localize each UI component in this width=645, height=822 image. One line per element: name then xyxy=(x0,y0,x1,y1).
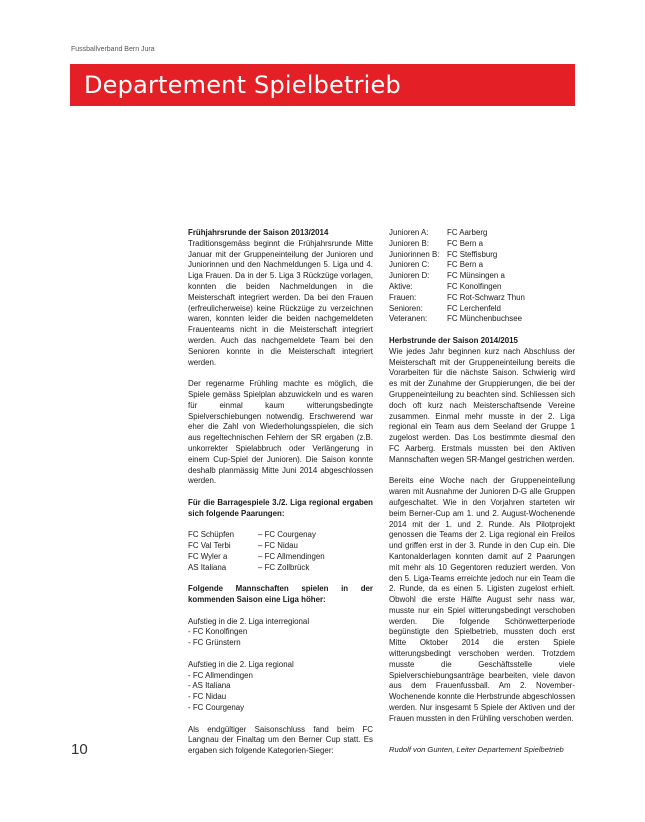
list-item: Aktive: FC Konolfingen xyxy=(389,281,502,291)
interregional-list xyxy=(188,617,373,649)
pairing-row: FC Val Terbi – FC Nidau xyxy=(188,541,298,551)
list-item: - FC Konolfingen xyxy=(188,627,248,637)
list-heading: Aufstieg in die 2. Liga regional xyxy=(188,659,294,669)
pairing-row: FC Schüpfen – FC Courgenay xyxy=(188,530,316,540)
list-item: Frauen: FC Rot-Schwarz Thun xyxy=(389,292,525,302)
list-item: - FC Courgenay xyxy=(188,703,245,713)
section-banner xyxy=(70,64,575,106)
section-title: Departement Spielbetrieb xyxy=(84,71,401,99)
paragraph: Bereits eine Woche nach der Gruppeneinteilung waren mit Ausnahme der Junioren D-G alle Gruppen aufgeschaltet. Wie in den Vorjahren starteten wir beim Berner-Cup am 1. und 2. August-Wochenende 2014 mit der 1. und 2. Runde. Als Pilotprojekt genossen die Teams der 2. Liga regional ein Freilos und griffen erst in der 3. Runde in den Cup ein. Die Kantonalderlagen konnten damit auf 2 Paarungen mit mehr als 10 Gegentoren reduziert werden. Von den 5. Liga-Teams erreichte jedoch nur ein Team die 2. Runde, da es einen 5. Ligisten zugelost erhielt. Obwohl die erste Hälfte August sehr nass war, musste nur ein Spiel witterungsbedingt verschoben werden. Die folgende Schönwetterperiode begünstigte den Spielbetrieb, mussten doch erst Mitte Oktober 2014 die ersten Spiele witterungsbedingt verschoben werden. Trotzdem musste die Geschäftsstelle viele Spielverschiebungsanträge bearbeiten, viele davon aus dem Frauenfussball. Am 2. November-Wochenende konnte die Herbstrunde abgeschlossen werden. Nur insgesamt 5 Spiele der Aktiven und der Frauen mussten in den Frühling verschoben werden. xyxy=(389,476,575,723)
list-item: Juniorinnen B: FC Steffisburg xyxy=(389,249,498,259)
list-item: Junioren B: FC Bern a xyxy=(389,238,483,248)
list-item: - FC Allmendingen xyxy=(188,670,253,680)
paragraph: Der regenarme Frühling machte es möglich, die Spiele gemäss Spielplan abzuwickeln und es waren für einmal kaum witterungsbedingte Spielverschiebungen notwendig. Erschwerend war eher die Zahl von Wiederholungsspielen, die sich aus regeltechnischen Fehlern der SR ergaben (z.B. unkorrekter Spielabbruch oder Verlängerung in einem Cup-Spiel der Junioren). Die Saison konnte deshalb planmässig Mitte Juni 2014 abgeschlossen werden. xyxy=(188,379,373,486)
pairing-row: FC Wyler a – FC Allmendingen xyxy=(188,551,325,561)
list-item: Veteranen: FC Münchenbuchsee xyxy=(389,314,523,324)
organization-label: Fussballverband Bern Jura xyxy=(71,46,155,53)
pairing-row: AS Italiana – FC Zollbrück xyxy=(188,562,310,572)
paragraph: Als endgültiger Saisonschluss fand beim FC Langnau der Finaltag um den Berner Cup statt. Es ergaben sich folgende Kategorien-Sieger: xyxy=(188,724,373,756)
list-item: Junioren C: FC Bern a xyxy=(389,260,483,270)
left-column xyxy=(188,228,373,768)
list-item: - FC Nidau xyxy=(188,692,227,702)
pairings-list xyxy=(188,530,373,573)
list-item: Junioren D: FC Münsingen a xyxy=(389,271,505,281)
right-column xyxy=(389,228,575,735)
cup-winners-list xyxy=(389,228,575,325)
list-item: - AS Italiana xyxy=(188,681,231,691)
spring-round-heading: Frühjahrsrunde der Saison 2013/2014 xyxy=(188,228,329,237)
list-item: Junioren A: FC Aarberg xyxy=(389,228,488,237)
promotion-intro: Folgende Mannschaften spielen in der kommenden Saison eine Liga höher: xyxy=(188,584,373,605)
page-number: 10 xyxy=(71,741,88,758)
barrage-intro: Für die Barragespiele 3./2. Liga regional ergaben sich folgende Paarungen: xyxy=(188,497,373,518)
regional-list xyxy=(188,660,373,714)
signature: Rudolf von Gunten, Leiter Departement Spielbetrieb xyxy=(389,745,564,754)
paragraph: Traditionsgemäss beginnt die Frühjahrsrunde Mitte Januar mit der Gruppeneinteilung der Junioren und Juniorinnen und den Nachmeldungen 5. Liga und 4. Liga Frauen. Da in der 5. Liga 3 Rückzüge vorlagen, konnten die beiden Nachmeldungen in die Meisterschaft integriert werden. Da bei den Frauen (erfreulicherweise) keine Rückzüge zu verzeichnen waren, konnten leider die beiden nachgemeldeten Frauenteams nicht in die Meisterschaft integriert werden. Auch das nachgemeldete Team bei den Senioren konnte in die Meisterschaft integriert werden. xyxy=(188,238,373,367)
list-heading: Aufstieg in die 2. Liga interregional xyxy=(188,616,310,626)
list-item: - FC Grünstern xyxy=(188,638,241,648)
list-item: Senioren: FC Lerchenfeld xyxy=(389,303,501,313)
paragraph: Wie jedes Jahr beginnen kurz nach Abschluss der Meisterschaft mit der Gruppeneinteilung bereits die Vorarbeiten für die nächste Saison. Schwierig wird es mit der Zunahme der Gruppierungen, die bei der Gruppeneinteilung zu beachten sind. Schliessen sich doch oft kurz nach Meisterschaftsende Vereine zusammen. Einmal mehr musste in der 2. Liga regional ein Team aus dem Seeland der Gruppe 1 zugelost werden. Das Los bestimmte diesmal den FC Aarberg. Erstmals mussten bei den Aktiven Mannschaften wegen SR-Mangel gestrichen werden. xyxy=(389,346,575,464)
autumn-round-heading: Herbstrunde der Saison 2014/2015 xyxy=(389,335,518,345)
